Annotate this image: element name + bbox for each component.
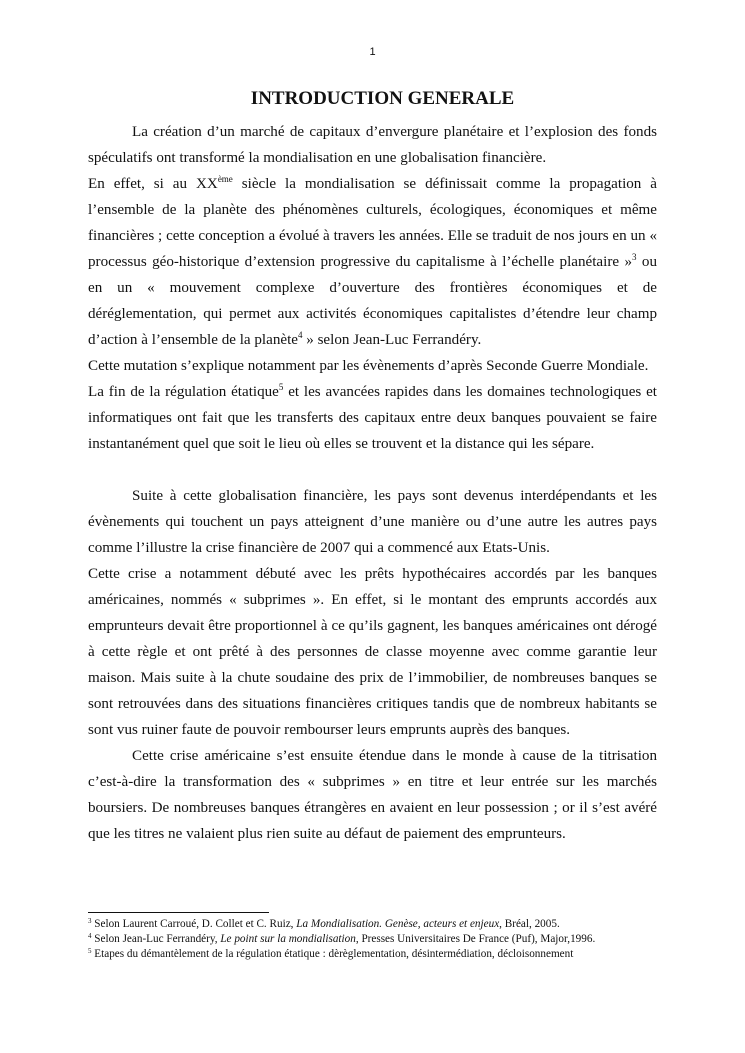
p4-text-b: et les avancées rapides dans les domaines technologiques et informatiques ont fait que les transferts des capitaux entre deux banques pouvaient se faire instantanément quel que soit le lieu où elles se trouvent et la distance qui les sépare. xyxy=(88,384,657,452)
paragraph-1: La création d’un marché de capitaux d’envergure planétaire et l’explosion des fonds spéculatifs ont transformé la mondialisation en une globalisation financière. xyxy=(88,124,657,166)
body-text xyxy=(88,119,657,847)
footnote-4 xyxy=(88,932,688,947)
p2-text-a: En effet, si au XX xyxy=(88,176,218,192)
superscript-eme: ème xyxy=(217,174,233,184)
footnote-text-end: , Bréal, 2005. xyxy=(499,918,560,930)
footnotes xyxy=(88,917,688,962)
footnote-text: Selon Laurent Carroué, D. Collet et C. Ruiz, xyxy=(91,918,297,930)
footnote-title: La Mondialisation. Genèse, acteurs et enjeux xyxy=(296,918,500,930)
footnote-5 xyxy=(88,947,688,962)
footnote-number: 3 xyxy=(88,917,92,925)
footnote-text-end: , Presses Universitaires De France (Puf), Major,1996. xyxy=(355,933,596,945)
footnote-title: Le point sur la mondialisation xyxy=(220,933,356,945)
footnote-text: Etapes du démantèlement de la régulation étatique : dèrèglementation, désintermédiation, décloisonnement xyxy=(91,948,574,960)
footnote-text: Selon Jean-Luc Ferrandéry, xyxy=(91,933,221,945)
page-title: INTRODUCTION GENERALE xyxy=(250,88,515,109)
paragraph-7: Cette crise américaine s’est ensuite étendue dans le monde à cause de la titrisation c’est-à-dire la transformation des « subprimes » en titre et leur entrée sur les marchés boursiers. De nombreuses banques étrangères en avaient en leur possession ; or il s’est avéré que les titres ne valaient plus rien suite au défaut de paiement des emprunteurs. xyxy=(88,748,657,842)
paragraph-2 xyxy=(88,171,657,353)
footnote-ref-5: 5 xyxy=(278,382,284,392)
p2-text-c: ou en un « mouvement complexe d’ouverture des frontières économiques et de déréglementation, qui permet aux activités économiques capitalistes d’étendre leur champ d’action à l’ensemble de la planète xyxy=(88,254,657,348)
paragraph-5: Suite à cette globalisation financière, les pays sont devenus interdépendants et les évènements qui touchent un pays atteignent d’une manière ou d’une autre les autres pays comme l’illustre la crise financière de 2007 qui a commencé aux Etats-Unis. xyxy=(88,488,657,556)
paragraph-3: Cette mutation s’explique notamment par les évènements d’après Seconde Guerre Mondiale. xyxy=(88,358,649,374)
footnote-ref-4: 4 xyxy=(297,330,303,340)
footnote-ref-3: 3 xyxy=(632,252,637,262)
p4-text-a: La fin de la régulation étatique xyxy=(88,384,279,400)
footnote-number: 5 xyxy=(88,947,92,955)
p2-text-d: » selon Jean-Luc Ferrandéry. xyxy=(302,332,482,348)
footnote-number: 4 xyxy=(88,932,92,940)
footnote-separator xyxy=(88,912,269,913)
paragraph-4 xyxy=(88,379,657,457)
paragraph-6: Cette crise a notamment débuté avec les prêts hypothécaires accordés par les banques américaines, nommés « subprimes ». En effet, si le montant des emprunts accordés aux emprunteurs devait être proportionnel à ce qu’ils gagnent, les banques américaines ont dérogé à cette règle et ont prêté à des personnes de classe moyenne avec comme garantie leur maison. Mais suite à la chute soudaine des prix de l’immobilier, de nombreuses banques se sont retrouvées dans des situations financières critiques tandis que de nombreux habitants se sont vus ruiner faute de pouvoir rembourser leurs emprunts auprès des banques. xyxy=(88,566,657,738)
page-number: 1 xyxy=(369,46,376,58)
footnote-3 xyxy=(88,917,688,932)
p2-text-b: siècle la mondialisation se définissait comme la propagation à l’ensemble de la planète des phénomènes culturels, écologiques, économiques et même financières ; cette conception a évolué à travers les années. Elle se traduit de nos jours en un « processus géo-historique d’extension progressive du capitalisme à l’échelle planétaire » xyxy=(88,176,658,270)
